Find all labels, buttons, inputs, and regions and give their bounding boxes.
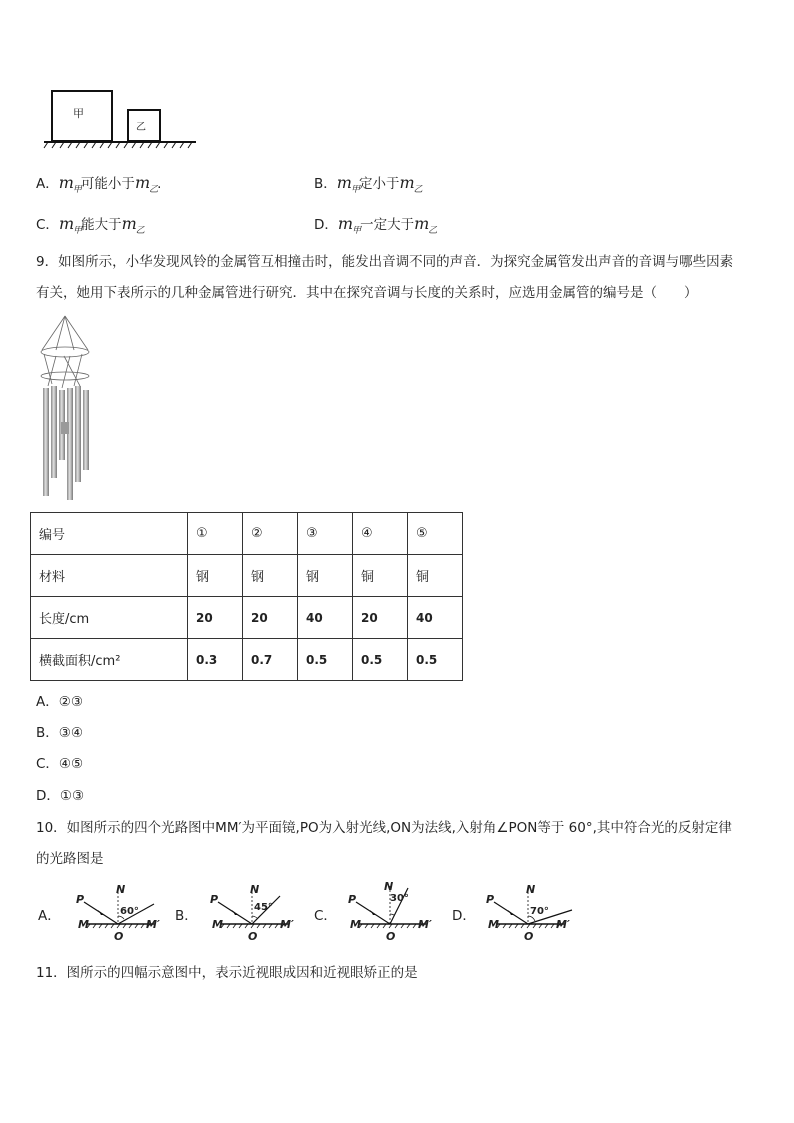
q10-option-a-letter[interactable]: A． <box>38 908 61 924</box>
table-cell: ④ <box>353 513 408 555</box>
q10-stem-line1: 10．如图所示的四个光路图中MM′为平面镜,PO为入射光线,ON为法线,入射角∠PON等于 60°,其中符合光的反射定律 <box>36 820 732 836</box>
table-cell: 20 <box>243 597 298 639</box>
table-cell: 编号 <box>31 513 188 555</box>
table-cell: 钢 <box>188 555 243 597</box>
q8-option-d[interactable]: D．$m_甲$一定大于$m_乙$ <box>314 214 437 237</box>
q8-option-c[interactable]: C．$m_甲$能大于$m_乙$ <box>36 214 144 237</box>
diagram-c-angle: 30° <box>390 893 409 904</box>
box-yi-label: 乙 <box>136 122 146 133</box>
diagram-b-p: P <box>210 893 219 906</box>
q9-option-a[interactable]: A．②③ <box>36 694 83 710</box>
diagram-c-p: P <box>348 893 357 906</box>
table-cell: 横截面积/cm² <box>31 639 188 681</box>
table-cell: 材料 <box>31 555 188 597</box>
diagram-d-n: N <box>526 883 536 896</box>
table-cell: ② <box>243 513 298 555</box>
diagram-b-m: M <box>212 918 223 931</box>
table-row <box>31 555 463 597</box>
table-cell: 40 <box>408 597 463 639</box>
diagram-d-m2: M′ <box>556 918 570 931</box>
diagram-b-n: N <box>250 883 260 896</box>
q8-option-b[interactable]: B．$m_甲$定小于$m_乙$ <box>314 173 422 196</box>
q9-pipe-table <box>30 512 463 681</box>
diagram-c-n: N <box>384 880 394 893</box>
q9-stem-line2: 有关，她用下表所示的几种金属管进行研究．其中在探究音调与长度的关系时，应选用金属管的编号是（ ） <box>36 285 698 301</box>
table-row <box>31 597 463 639</box>
table-cell: ③ <box>298 513 353 555</box>
table-row <box>31 639 463 681</box>
diagram-a-m2: M′ <box>146 918 160 931</box>
table-cell: ⑤ <box>408 513 463 555</box>
diagram-c-o: O <box>386 930 396 943</box>
q9-option-d[interactable]: D．①③ <box>36 788 85 804</box>
diagram-d-angle: 70° <box>530 906 549 917</box>
diagram-a-o: O <box>114 930 124 943</box>
table-cell: 铜 <box>408 555 463 597</box>
table-cell: 20 <box>353 597 408 639</box>
diagram-d-m: M <box>488 918 499 931</box>
table-cell: 0.3 <box>188 639 243 681</box>
diagram-d-o: O <box>524 930 534 943</box>
q9-option-c[interactable]: C．④⑤ <box>36 756 84 772</box>
table-row <box>31 513 463 555</box>
diagram-b-m2: M′ <box>280 918 294 931</box>
diagram-b-o: O <box>248 930 258 943</box>
diagram-c-m2: M′ <box>418 918 432 931</box>
wind-chime-image <box>34 314 96 504</box>
table-cell: ① <box>188 513 243 555</box>
q10-option-d-letter[interactable]: D． <box>452 908 476 924</box>
table-cell: 20 <box>188 597 243 639</box>
q10-option-b-letter[interactable]: B． <box>175 908 198 924</box>
q8-figure <box>40 88 200 150</box>
table-cell: 钢 <box>298 555 353 597</box>
diagram-a-n: N <box>116 883 126 896</box>
table-cell: 0.5 <box>298 639 353 681</box>
table-cell: 钢 <box>243 555 298 597</box>
q11-stem: 11．图所示的四幅示意图中，表示近视眼成因和近视眼矫正的是 <box>36 965 418 981</box>
table-cell: 40 <box>298 597 353 639</box>
q10-option-c-letter[interactable]: C． <box>314 908 337 924</box>
box-jia-label: 甲 <box>73 107 84 120</box>
diagram-d-p: P <box>486 893 495 906</box>
table-cell: 0.5 <box>353 639 408 681</box>
table-cell: 0.7 <box>243 639 298 681</box>
table-cell: 铜 <box>353 555 408 597</box>
q8-option-a[interactable]: A．$m_甲$可能小于$m_乙$. <box>36 173 162 196</box>
diagram-a-angle: 60° <box>120 906 139 917</box>
q9-stem-line1: 9．如图所示，小华发现风铃的金属管互相撞击时，能发出音调不同的声音．为探究金属管发出声音的音调与哪些因素 <box>36 254 734 270</box>
table-cell: 0.5 <box>408 639 463 681</box>
diagram-a-p: P <box>76 893 85 906</box>
diagram-b-angle: 45° <box>254 902 273 913</box>
q10-stem-line2: 的光路图是 <box>36 851 104 867</box>
diagram-c-m: M <box>350 918 361 931</box>
q9-option-b[interactable]: B．③④ <box>36 725 83 741</box>
diagram-a-m: M <box>78 918 89 931</box>
table-cell: 长度/cm <box>31 597 188 639</box>
